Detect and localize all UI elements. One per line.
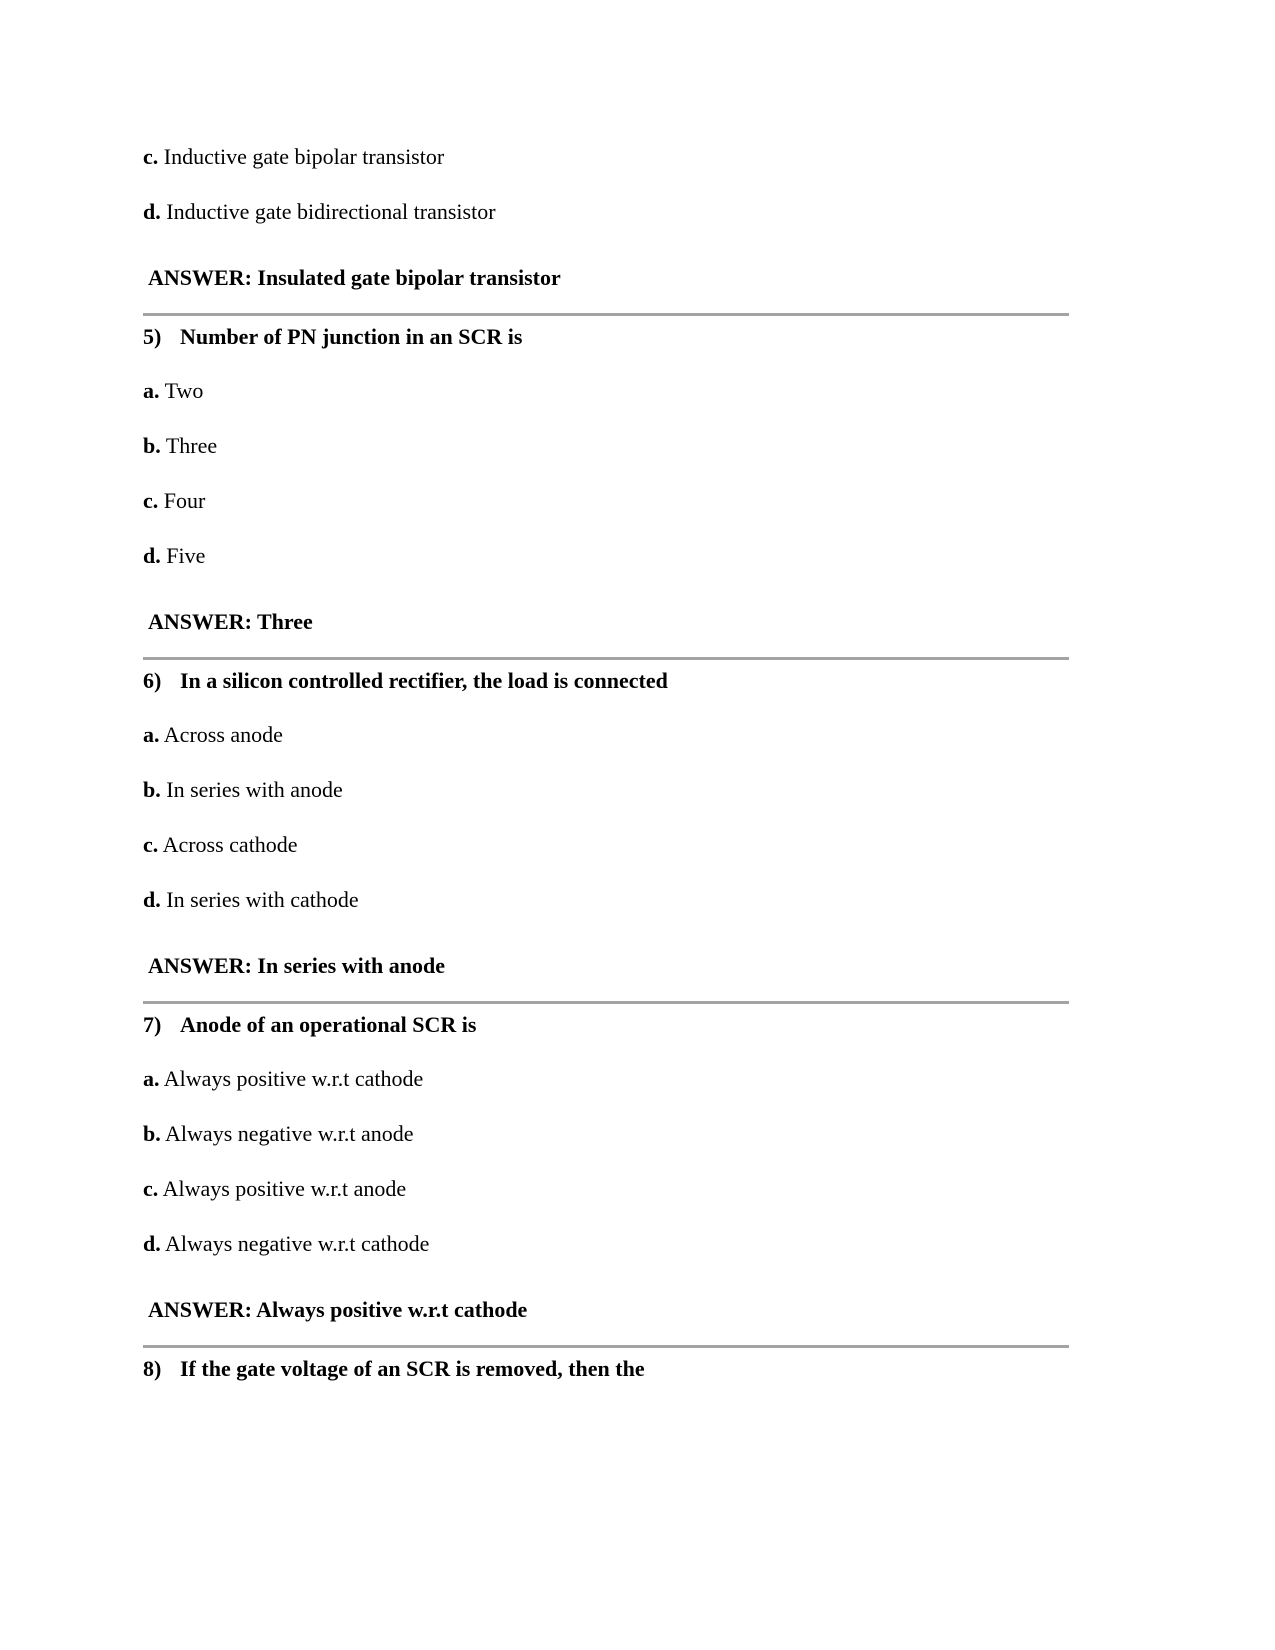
question-5 [143, 324, 1069, 378]
answer: ANSWER: In series with anode [148, 953, 446, 978]
option-text: Inductive gate bipolar transistor [163, 144, 445, 169]
option-d [143, 543, 1069, 609]
option-b [143, 433, 1069, 488]
divider [143, 1345, 1069, 1348]
option-letter: b. [143, 1121, 161, 1146]
option-letter: d. [143, 543, 161, 568]
option-a [143, 1066, 1069, 1121]
option-a [143, 378, 1069, 433]
option-text: Across anode [163, 722, 283, 747]
option-letter: b. [143, 433, 161, 458]
question-8 [143, 1356, 1069, 1410]
option-text: Five [166, 543, 206, 568]
option-text: Always negative w.r.t cathode [165, 1231, 430, 1256]
option-b [143, 1121, 1069, 1176]
option-d [143, 199, 1069, 265]
option-letter: c. [143, 1176, 159, 1201]
option-letter: a. [143, 1066, 160, 1091]
option-text: Three [165, 433, 218, 458]
option-letter: c. [143, 488, 159, 513]
option-text: In series with cathode [166, 887, 359, 912]
question-7 [143, 1012, 1069, 1066]
question-text: Anode of an operational SCR is [180, 1012, 477, 1037]
divider [143, 657, 1069, 660]
option-letter: d. [143, 887, 161, 912]
option-letter: c. [143, 144, 159, 169]
option-a [143, 722, 1069, 777]
option-letter: d. [143, 1231, 161, 1256]
option-text: Four [163, 488, 206, 513]
option-text: Inductive gate bidirectional transistor [166, 199, 496, 224]
option-d [143, 1231, 1069, 1297]
option-text: In series with anode [166, 777, 343, 802]
document-page [143, 144, 1069, 1410]
option-b [143, 777, 1069, 832]
option-letter: b. [143, 777, 161, 802]
option-text: Across cathode [162, 832, 298, 857]
option-c [143, 1176, 1069, 1231]
option-d [143, 887, 1069, 953]
option-text: Always positive w.r.t anode [162, 1176, 407, 1201]
option-letter: a. [143, 722, 160, 747]
question-text: If the gate voltage of an SCR is removed, then the [180, 1356, 645, 1381]
answer: ANSWER: Always positive w.r.t cathode [148, 1297, 528, 1322]
option-text: Always negative w.r.t anode [165, 1121, 414, 1146]
divider [143, 1001, 1069, 1004]
question-text: In a silicon controlled rectifier, the load is connected [180, 668, 668, 693]
answer: ANSWER: Insulated gate bipolar transistor [148, 265, 561, 290]
divider [143, 313, 1069, 316]
option-text: Two [164, 378, 204, 403]
question-6 [143, 668, 1069, 722]
question-text: Number of PN junction in an SCR is [180, 324, 523, 349]
option-c [143, 144, 1069, 199]
question-number: 8) [143, 1356, 162, 1381]
question-number: 7) [143, 1012, 162, 1037]
option-letter: c. [143, 832, 159, 857]
option-text: Always positive w.r.t cathode [163, 1066, 424, 1091]
answer: ANSWER: Three [148, 609, 313, 634]
option-c [143, 488, 1069, 543]
option-letter: d. [143, 199, 161, 224]
option-letter: a. [143, 378, 160, 403]
question-number: 5) [143, 324, 162, 349]
question-number: 6) [143, 668, 162, 693]
option-c [143, 832, 1069, 887]
